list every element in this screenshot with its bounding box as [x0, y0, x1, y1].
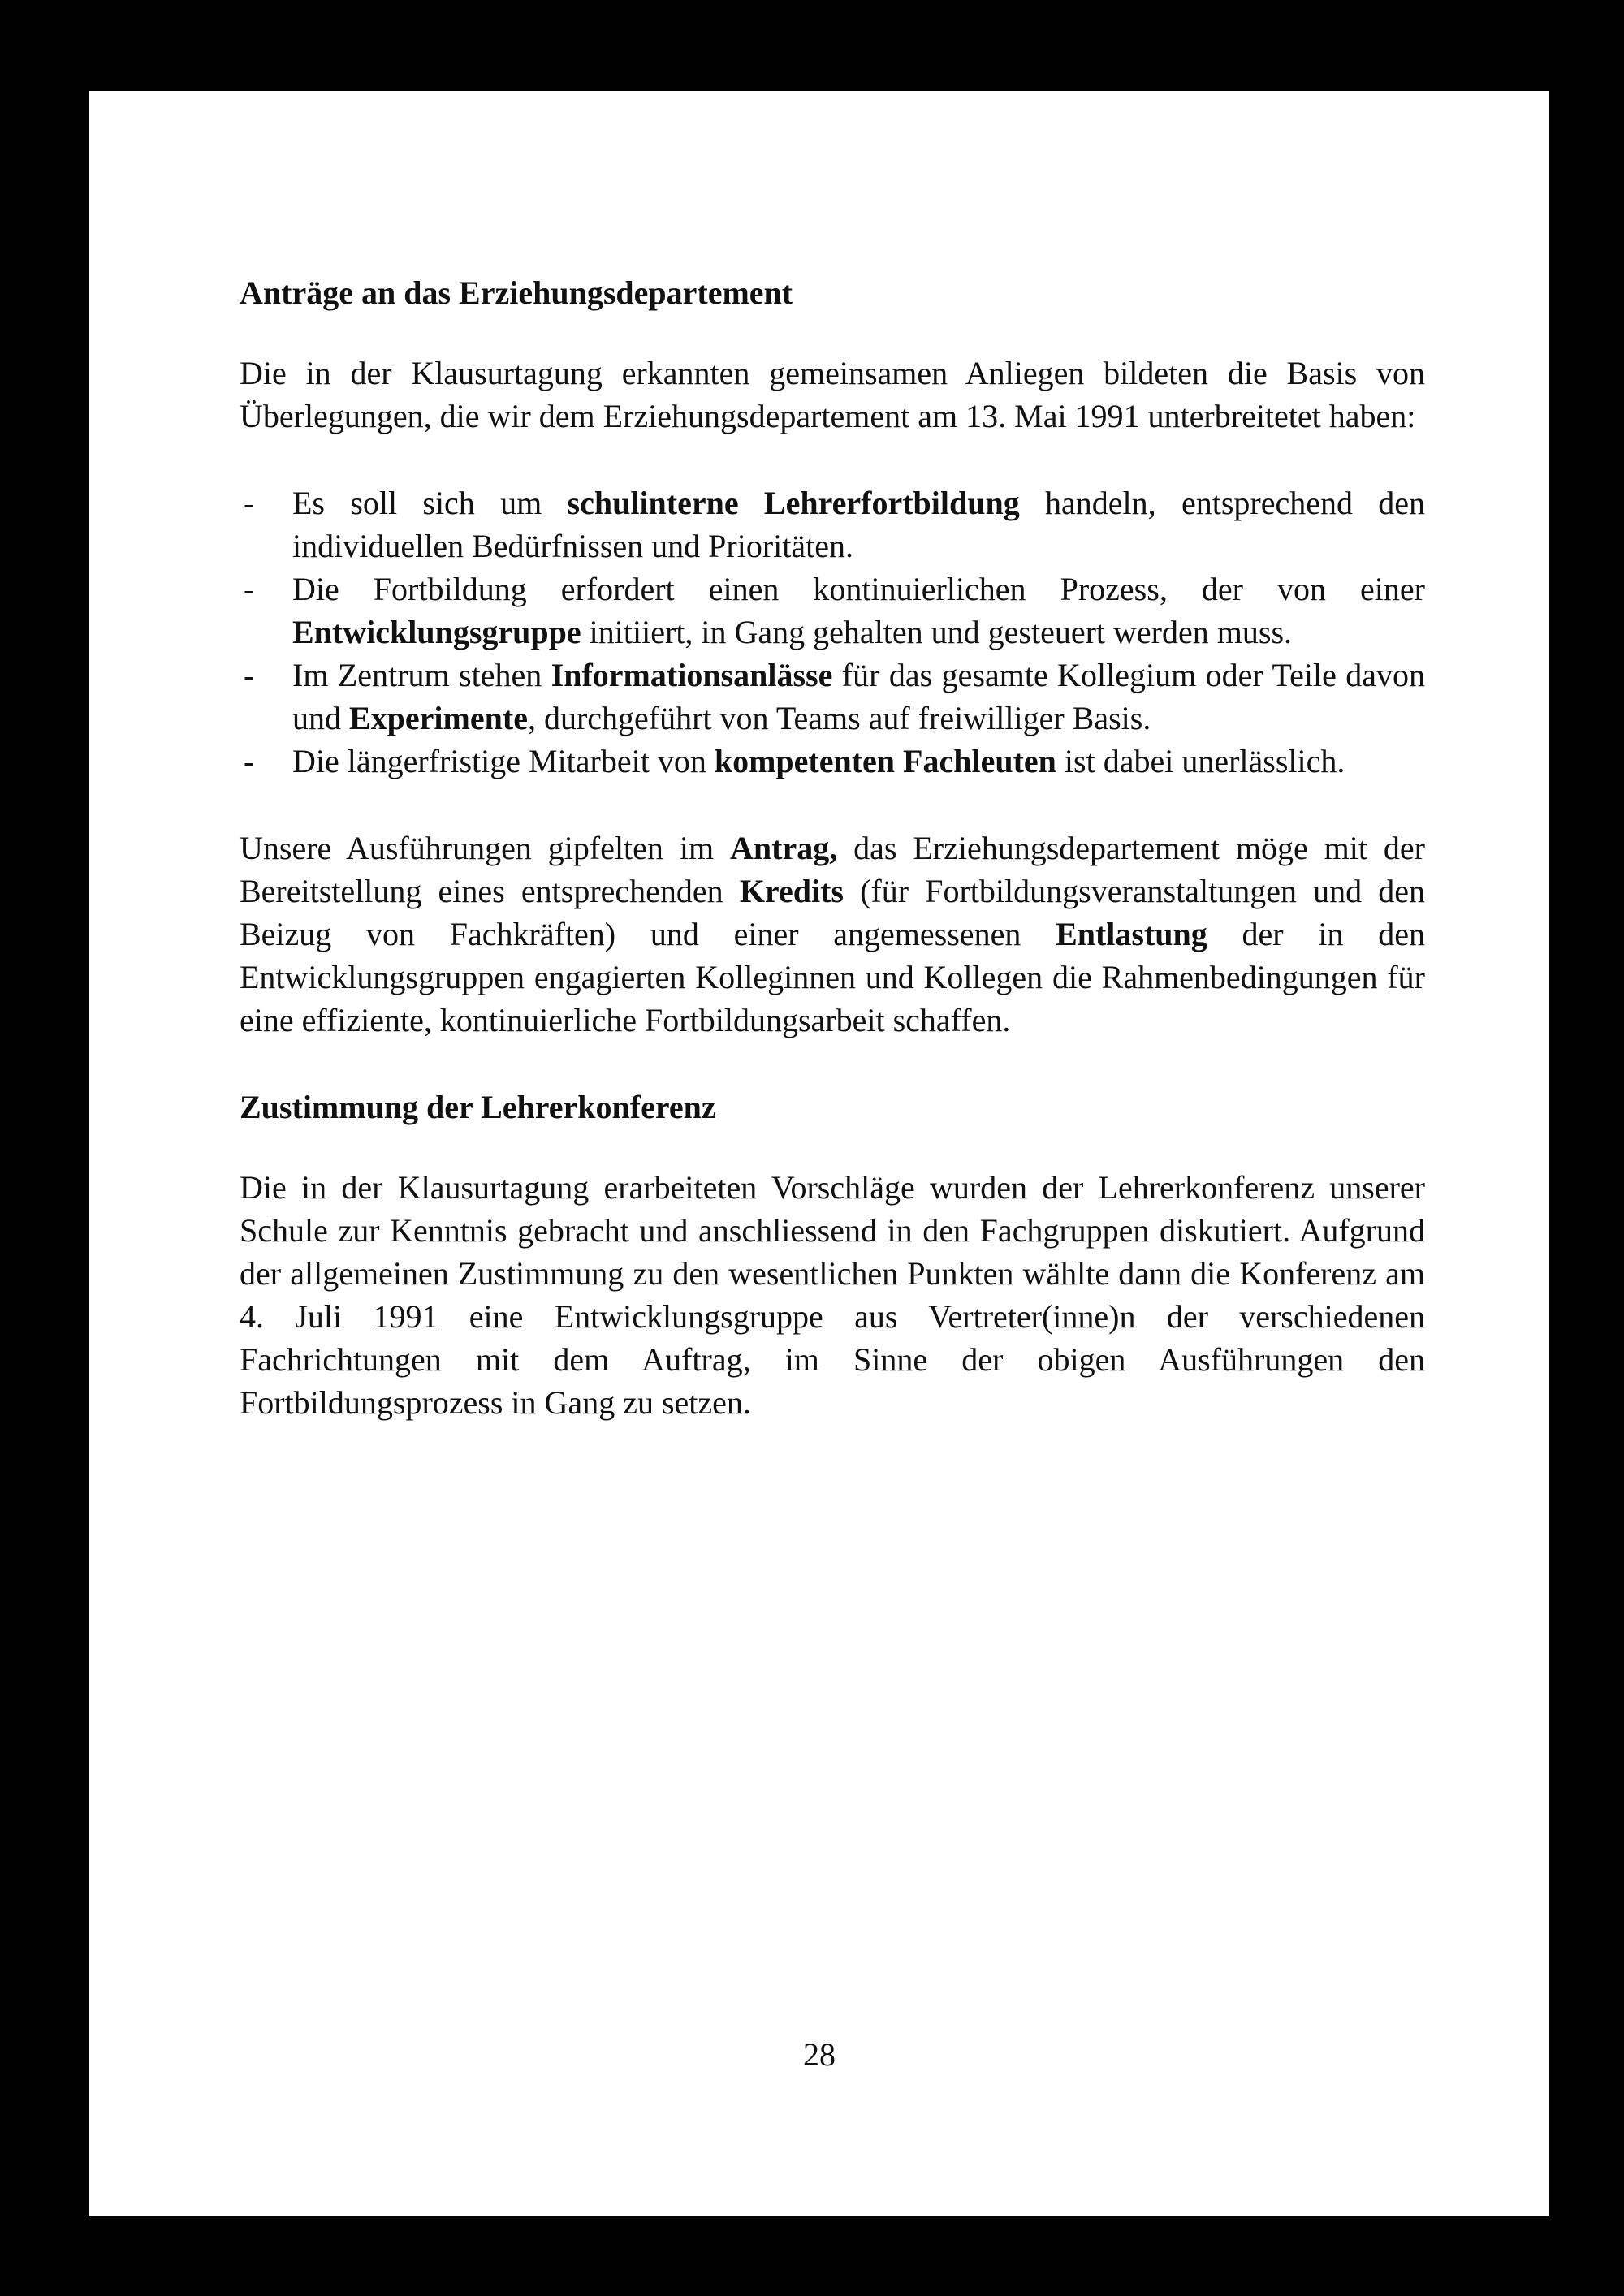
intro-paragraph: Die in der Klausurtagung erkannten gemeinsamen Anliegen bildeten die Basis von Überlegungen, die wir dem Erziehungsdepartement am 13. Mai 1991 unterbreitetet haben: [240, 355, 1425, 434]
list-item-text: Die Fortbildung erfordert einen kontinuierlichen Prozess, der von einer [292, 571, 1425, 607]
list-item-emphasis: Entwicklungsgruppe [292, 614, 581, 650]
list-item-emphasis: kompetenten Fachleuten [714, 743, 1056, 779]
list-item-text: Die längerfristige Mitarbeit von [292, 743, 715, 779]
closing-emphasis: Entlastung [1056, 916, 1207, 952]
list-item-text: für das gesamte Kollegium oder Teile davon und [292, 657, 1426, 736]
page-content [240, 271, 1425, 1424]
dash-marker: - [244, 657, 255, 693]
list-item-text: ist dabei unerlässlich. [1056, 743, 1345, 779]
list-item-text: initiiert, in Gang gehalten und gesteuert werden muss. [581, 614, 1293, 650]
list-item [240, 654, 1425, 740]
closing-text: der in den Entwicklungsgruppen engagierten Kolleginnen und Kollegen die Rahmenbedingungen für eine effiziente, kontinuierliche Fortbildungsarbeit schaffen. [240, 916, 1425, 1038]
closing-emphasis: Antrag, [729, 830, 838, 866]
list-item-text: handeln, entsprechend den individuellen Bedürfnissen und Prioritäten. [292, 485, 1426, 564]
page-number: 28 [803, 2036, 836, 2073]
dash-marker: - [244, 485, 255, 521]
list-item [240, 481, 1425, 568]
document-page [89, 91, 1549, 2216]
list-item-emphasis: Experimente [349, 700, 528, 736]
list-item-text: Im Zentrum stehen [292, 657, 551, 693]
dash-marker: - [244, 571, 255, 607]
list-item-emphasis: Informationsanlässe [551, 657, 833, 693]
section-heading-zustimmung: Zustimmung der Lehrerkonferenz [240, 1089, 716, 1125]
list-item [240, 568, 1425, 654]
section-heading-antraege: Anträge an das Erziehungsdepartement [240, 274, 793, 311]
dash-marker: - [244, 743, 255, 779]
closing-text: das Erziehungsdepartement möge mit der Bereitstellung eines entsprechenden [240, 830, 1425, 909]
closing-text: (für Fortbildungsveranstaltungen und den Beizug von Fachkräften) und einer angemessenen [240, 873, 1425, 952]
proposal-list [240, 481, 1425, 783]
zustimmung-paragraph: Die in der Klausurtagung erarbeiteten Vorschläge wurden der Lehrerkonferenz unserer Schule zur Kenntnis gebracht und anschliessend in den Fachgruppen diskutiert. Aufgrund der allgemeinen Zustimmung zu den wesentlichen Punkten wählte dann die Konferenz am 4. Juli 1991 eine Entwicklungsgruppe aus Vertreter(inne)n der verschiedenen Fachrichtungen mit dem Auftrag, im Sinne der obigen Ausführungen den Fortbildungsprozess in Gang zu setzen. [240, 1169, 1425, 1421]
list-item-emphasis: schulinterne Lehrerfortbildung [567, 485, 1020, 521]
closing-text: Unsere Ausführungen gipfelten im [240, 830, 730, 866]
closing-emphasis: Kredits [739, 873, 844, 909]
list-item-text: , durchgeführt von Teams auf freiwilliger Basis. [527, 700, 1151, 736]
list-item-text: Es soll sich um [292, 485, 568, 521]
closing-paragraph [240, 826, 1425, 1042]
list-item [240, 740, 1425, 783]
